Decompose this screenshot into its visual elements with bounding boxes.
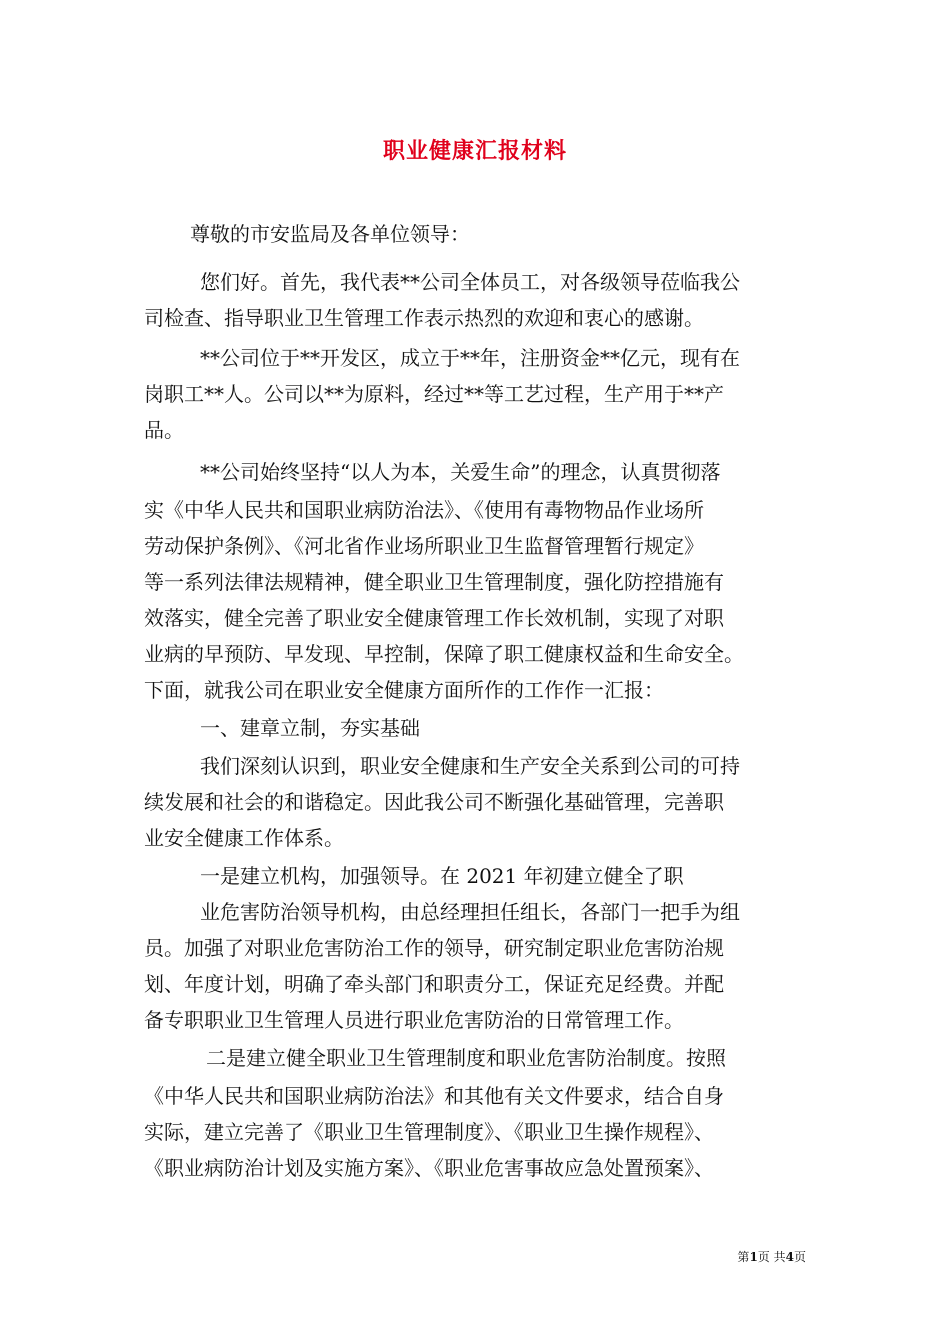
text-line: **公司位于**开发区，成立于**年，注册资金**亿元，现有在 — [200, 346, 740, 370]
text-line: 下面，就我公司在职业安全健康方面所作的工作作一汇报： — [144, 678, 664, 702]
footer-mid: 页 共 — [757, 1250, 786, 1264]
page-footer — [737, 1248, 806, 1265]
text-line: 品。 — [144, 418, 184, 442]
text-line: 我们深刻认识到，职业安全健康和生产安全关系到公司的可持 — [200, 754, 740, 778]
text-line: 续发展和社会的和谐稳定。因此我公司不断强化基础管理，完善职 — [144, 790, 724, 814]
text-line: 一、建章立制，夯实基础 — [200, 716, 420, 740]
text-line: 司检查、指导职业卫生管理工作表示热烈的欢迎和衷心的感谢。 — [144, 306, 704, 330]
text-line: 《中华人民共和国职业病防治法》和其他有关文件要求，结合自身 — [144, 1084, 724, 1108]
footer-prefix: 第 — [737, 1250, 750, 1264]
text-line: 岗职工**人。公司以**为原料，经过**等工艺过程，生产用于**产 — [144, 382, 724, 406]
text-line: 业危害防治领导机构，由总经理担任组长，各部门一把手为组 — [200, 900, 740, 924]
text-line: 劳动保护条例》、《河北省作业场所职业卫生监督管理暂行规定》 — [144, 534, 704, 558]
text-line: 实《中华人民共和国职业病防治法》、《使用有毒物物品作业场所 — [144, 498, 704, 522]
text-line: 实际，建立完善了《职业卫生管理制度》、《职业卫生操作规程》、 — [144, 1120, 714, 1144]
footer-suffix: 页 — [793, 1250, 806, 1264]
footer-page-number: 1 — [749, 1250, 758, 1264]
text-line: 业病的早预防、早发现、早控制，保障了职工健康权益和生命安全。 — [144, 642, 744, 666]
text-line: 您们好。首先，我代表**公司全体员工，对各级领导莅临我公 — [200, 270, 740, 294]
text-line: 尊敬的市安监局及各单位领导： — [190, 222, 470, 246]
document-title: 职业健康汇报材料 — [382, 138, 567, 164]
text-line: 员。加强了对职业危害防治工作的领导，研究制定职业危害防治规 — [144, 936, 724, 960]
text-line: 业安全健康工作体系。 — [144, 826, 344, 850]
text-line: **公司始终坚持“以人为本，关爱生命”的理念，认真贯彻落 — [200, 460, 721, 484]
text-line: 二是建立健全职业卫生管理制度和职业危害防治制度。按照 — [206, 1046, 726, 1070]
text-line: 划、年度计划，明确了牵头部门和职责分工，保证充足经费。并配 — [144, 972, 724, 996]
text-line: 《职业病防治计划及实施方案》、《职业危害事故应急处置预案》、 — [144, 1156, 714, 1180]
text-line: 备专职职业卫生管理人员进行职业危害防治的日常管理工作。 — [144, 1008, 684, 1032]
text-line: 效落实，健全完善了职业安全健康管理工作长效机制，实现了对职 — [144, 606, 724, 630]
text-line: 等一系列法律法规精神，健全职业卫生管理制度，强化防控措施有 — [144, 570, 724, 594]
footer-total-pages: 4 — [785, 1250, 794, 1264]
text-line: 一是建立机构，加强领导。在 2021 年初建立健全了职 — [200, 864, 684, 888]
